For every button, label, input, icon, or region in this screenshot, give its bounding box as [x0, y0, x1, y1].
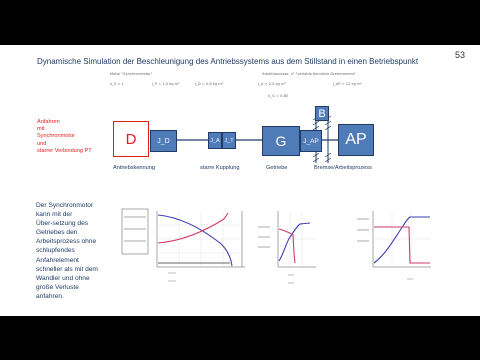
description-line: kann mit der	[36, 211, 73, 219]
start-note-line: und	[37, 140, 47, 147]
inertia-box-jt: J_T	[222, 132, 236, 149]
result-plot-2	[250, 203, 320, 293]
inertia-box-jap: J_AP	[300, 130, 322, 152]
gear-box-g: G	[262, 126, 300, 156]
speed-label: n_0 = 1	[110, 82, 124, 86]
slide-title: Dynamische Simulation der Beschleunigung des Antriebssystems aus dem Stillstand in einen Betriebspunkt	[37, 57, 419, 66]
motor-mode-label: Motor "Synchronmotor"	[110, 72, 153, 76]
eta-label: η_G = 0.85	[268, 94, 289, 98]
inertia-box-jd: J_D	[150, 130, 177, 152]
label-kupplung: starre Kupplung	[200, 165, 240, 171]
label-bremse: Bremse/Arbeitsprozess	[314, 165, 372, 171]
description-line: Über-setzung des	[36, 220, 89, 228]
slide	[0, 45, 480, 316]
jp-label: J_P = 1.5 kg m²	[152, 82, 180, 86]
result-plot-1	[120, 203, 250, 293]
description-line: Wandler und ohne	[36, 274, 90, 282]
description-line: Arbeitsprozess ohne	[36, 238, 97, 246]
start-note-line: starrer Verbindung PT	[37, 147, 92, 154]
process-label: Arbeitsprozess: n² "variable Kennlinie Drehmoment"	[262, 72, 356, 76]
start-note-line: mit	[37, 126, 45, 133]
start-note-line: Anfahren	[37, 119, 60, 125]
jd-param-label: J_D = 0.8 kg m²	[195, 82, 224, 86]
description-line: schneller als mit dem	[36, 265, 98, 273]
process-box-ap: AP	[338, 124, 374, 156]
label-antriebskennung: Antriebskennung	[113, 165, 155, 171]
page-number: 53	[455, 50, 466, 60]
result-plot-3	[355, 203, 435, 293]
description-line: anfahren.	[36, 292, 64, 300]
start-note-line: Synchronmotor	[37, 133, 75, 140]
drive-box-d: D	[113, 121, 149, 157]
description-line: schlupfendes	[36, 247, 75, 255]
description-line: Getriebes den	[36, 229, 78, 237]
description-line: Anfahrelement	[36, 256, 79, 264]
ja-param-label: J_A = 2.5 kg m²	[258, 82, 286, 86]
jap-param-label: J_AP = 12 kg m²	[333, 82, 362, 86]
description-line: Der Synchronmotor	[36, 202, 94, 209]
description-line: große Verluste	[36, 283, 79, 291]
inertia-box-ja: J_A	[208, 132, 222, 149]
label-getriebe: Getriebe	[266, 165, 288, 171]
brake-box-b: B	[315, 106, 329, 121]
description	[36, 201, 118, 301]
